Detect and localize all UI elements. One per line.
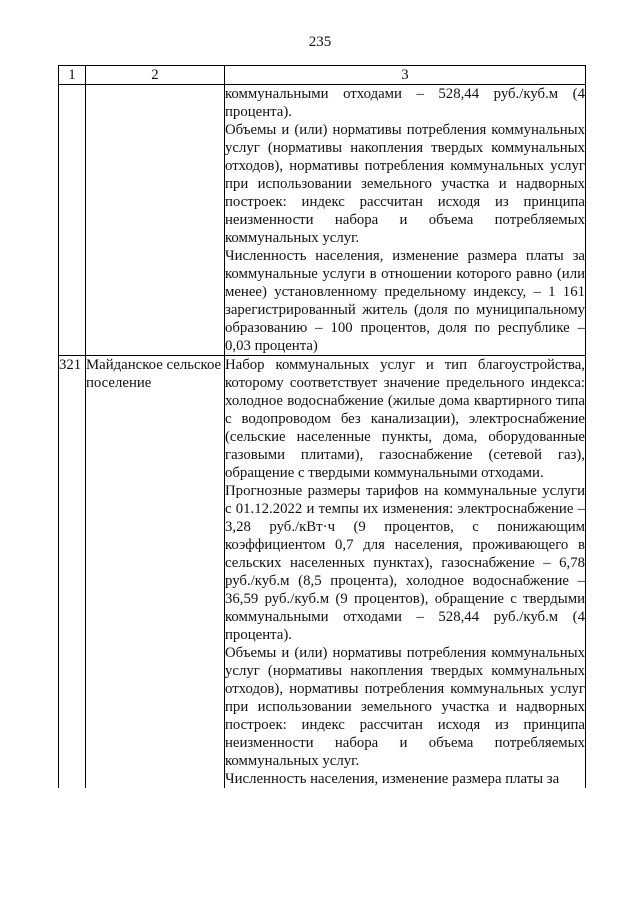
table-header-row <box>59 66 586 85</box>
row-description <box>225 85 586 356</box>
paragraph: Численность населения, изменение размера платы за <box>225 771 560 787</box>
paragraph: коммунальными отходами – 528,44 руб./куб.м (4 процента). <box>225 86 585 120</box>
paragraph: Объемы и (или) нормативы потребления коммунальных услуг (нормативы накопления твердых коммунальных отходов), нормативы потребления коммунальных услуг при использовании земельного участка и надворных построек: индекс рассчитан исходя из принципа неизменности набора и объема потребляемых коммунальных услуг. <box>225 645 585 769</box>
header-col-1: 1 <box>59 66 86 85</box>
row-description <box>225 356 586 789</box>
settlement-name: Майданское сельское поселение <box>86 356 225 789</box>
header-col-3: 3 <box>225 66 586 85</box>
row-number <box>59 85 86 356</box>
row-number: 321 <box>59 356 86 789</box>
table-row <box>59 356 586 789</box>
paragraph: Численность населения, изменение размера платы за коммунальные услуги в отношении которого равно (или менее) установленному предельному индексу, – 1 161 зарегистрированный житель (доля по муниципальному образованию – 100 процентов, доля по республике – 0,03 процента) <box>225 248 585 354</box>
paragraph: Объемы и (или) нормативы потребления коммунальных услуг (нормативы накопления твердых коммунальных отходов), нормативы потребления коммунальных услуг при использовании земельного участка и надворных построек: индекс рассчитан исходя из принципа неизменности набора и объема потребляемых коммунальных услуг. <box>225 122 585 246</box>
header-col-2: 2 <box>86 66 225 85</box>
page-number: 235 <box>308 34 332 50</box>
paragraph: Набор коммунальных услуг и тип благоустройства, которому соответствует значение предельного индекса: холодное водоснабжение (жилые дома квартирного типа с водопроводом без канализации), электроснабжение (сельские населенные пункты, дома, оборудованные газовыми плитами), газоснабжение (сетевой газ), обращение с твердыми коммунальными отходами. <box>225 357 585 481</box>
table-row <box>59 85 586 356</box>
settlement-name <box>86 85 225 356</box>
paragraph: Прогнозные размеры тарифов на коммунальные услуги с 01.12.2022 и темпы их изменения: электроснабжение – 3,28 руб./кВт·ч (9 процентов, с понижающим коэффициентом 0,7 для населения, проживающего в сельских населенных пунктах), газоснабжение – 6,78 руб./куб.м (8,5 процента), холодное водоснабжение – 36,59 руб./куб.м (9 процентов), обращение с твердыми коммунальными отходами – 528,44 руб./куб.м (4 процента). <box>225 483 585 643</box>
document-table <box>58 65 586 788</box>
